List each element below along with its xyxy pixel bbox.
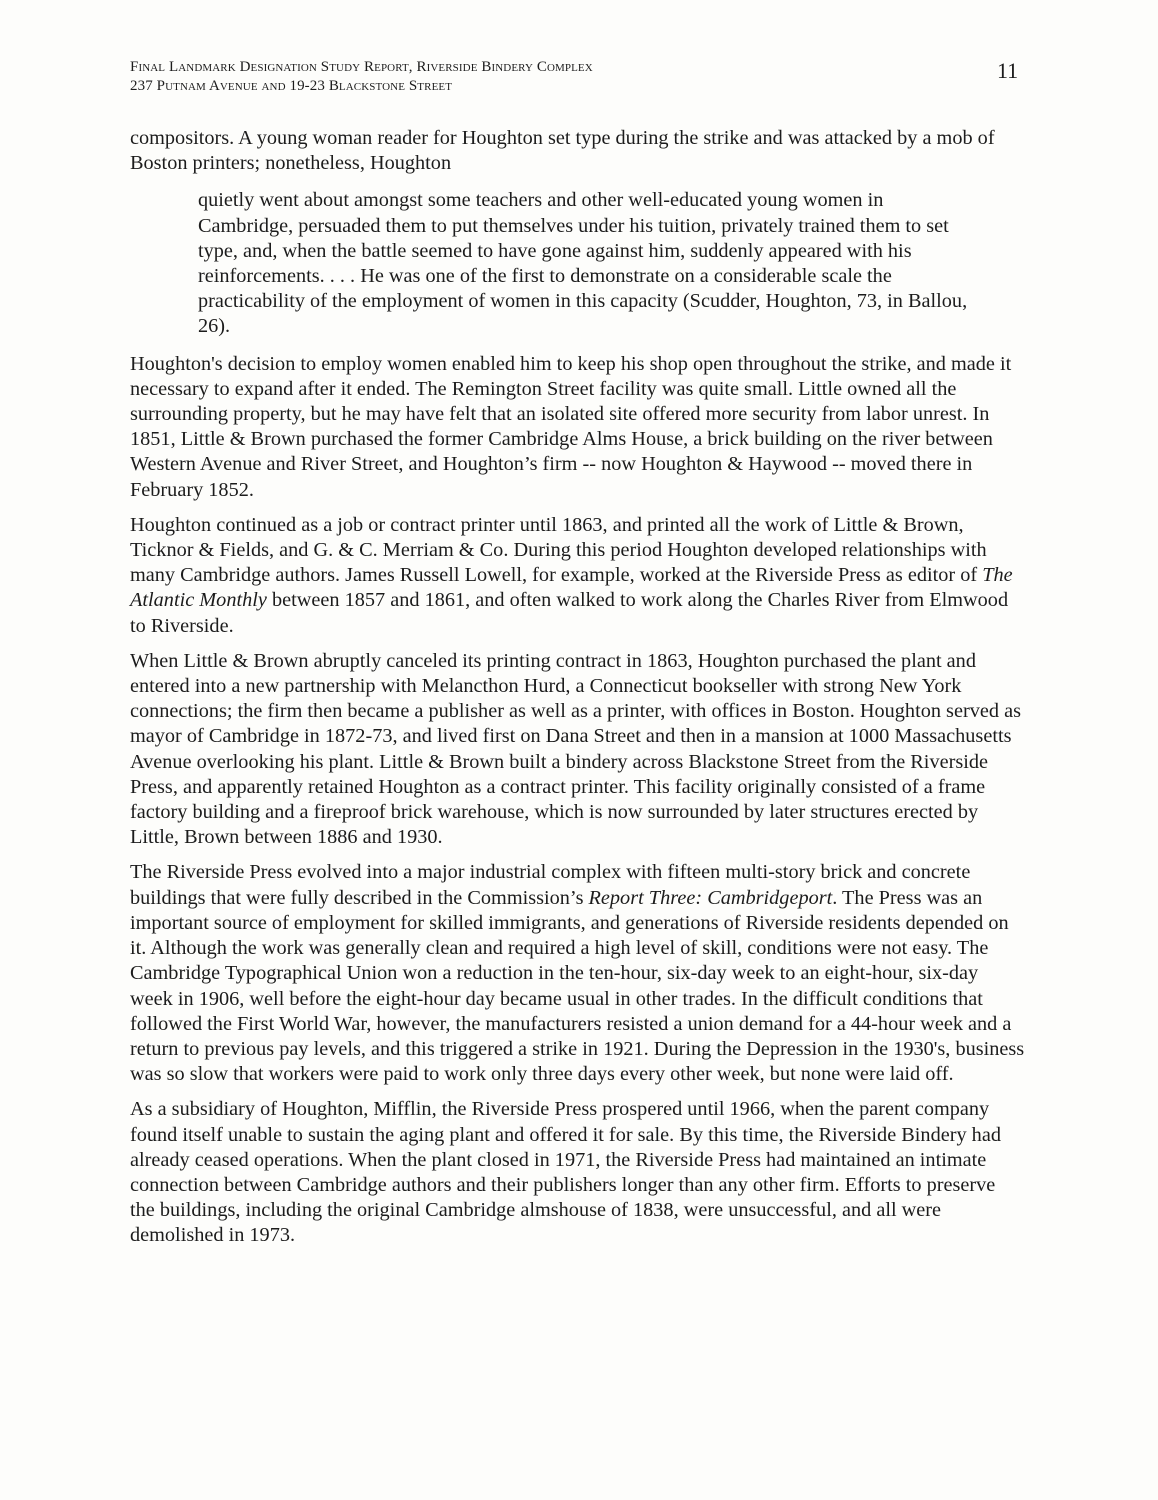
block-quote: quietly went about amongst some teachers and other well-educated young women in Cambridge, persuaded them to put themselves under his tuition, privately trained them to set type, and, when the battle seemed to have gone against him, suddenly appeared with his reinforcements. . . . He was one of the first to demonstrate on a considerable scale the practicability of the employment of women in this capacity (Scudder, Houghton, 73, in Ballou, 26). xyxy=(198,189,968,338)
running-header xyxy=(130,58,990,96)
paragraph-industrial-complex-text-2: . The Press was an important source of employment for skilled immigrants, and generations of Riverside residents depended on it. Although the work was generally clean and required a high level of skill, conditions were not easy. The Cambridge Typographical Union won a reduction in the ten-hour, six-day week to an eight-hour, six-day week in 1906, well before the eight-hour day became usual in other trades. In the difficult conditions that followed the First World War, however, the manufacturers resisted a union demand for a 44-hour week and a return to previous pay levels, and this triggered a strike in 1921. During the Depression in the 1930's, business was so slow that workers were paid to work only three days every other week, but none were laid off. xyxy=(130,886,1025,1086)
paragraph-contract-printer xyxy=(130,513,1025,639)
paragraph-industrial-complex-text-1: The Riverside Press evolved into a major industrial complex with fifteen multi-story brick and concrete buildings that were fully described in the Commission’s xyxy=(130,861,971,909)
body-text xyxy=(130,126,1025,1259)
paragraph-industrial-complex xyxy=(130,860,1025,1087)
header-address: 237 Putnam Avenue and 19-23 Blackstone Street xyxy=(130,78,453,94)
paragraph-contract-printer-text-1: Houghton continued as a job or contract printer until 1863, and printed all the work of Little & Brown, Ticknor & Fields, and G. & C. Merriam & Co. During this period Houghton developed relationships with many Cambridge authors. James Russell Lowell, for example, worked at the Riverside Press as editor of xyxy=(130,513,987,587)
report-three-title: Report Three: Cambridgeport xyxy=(588,886,833,909)
header-title: Final Landmark Designation Study Report, Riverside Bindery Complex xyxy=(130,59,593,75)
paragraph-compositors: compositors. A young woman reader for Houghton set type during the strike and was attacked by a mob of Boston printers; nonetheless, Houghton xyxy=(130,127,995,175)
atlantic-monthly-title: The Atlantic Monthly xyxy=(130,564,1013,612)
paragraph-contract-printer-text-2: between 1857 and 1861, and often walked to work along the Charles River from Elmwood to Riverside. xyxy=(130,589,1009,637)
paragraph-decision: Houghton's decision to employ women enabled him to keep his shop open throughout the strike, and made it necessary to expand after it ended. The Remington Street facility was quite small. Little owned all the surrounding property, but he may have felt that an isolated site offered more security from labor unrest. In 1851, Little & Brown purchased the former Cambridge Alms House, a brick building on the river between Western Avenue and River Street, and Houghton’s firm -- now Houghton & Haywood -- moved there in February 1852. xyxy=(130,352,1012,501)
paragraph-subsidiary: As a subsidiary of Houghton, Mifflin, the Riverside Press prospered until 1966, when the parent company found itself unable to sustain the aging plant and offered it for sale. By this time, the Riverside Bindery had already ceased operations. When the plant closed in 1971, the Riverside Press had maintained an intimate connection between Cambridge authors and their publishers longer than any other firm. Efforts to preserve the buildings, including the original Cambridge almshouse of 1838, were unsuccessful, and all were demolished in 1973. xyxy=(130,1098,1001,1247)
page-number: 11 xyxy=(997,58,1019,83)
paragraph-partnership: When Little & Brown abruptly canceled its printing contract in 1863, Houghton purchased the plant and entered into a new partnership with Melancthon Hurd, a Connecticut bookseller with strong New York connections; the firm then became a publisher as well as a printer, with offices in Boston. Houghton served as mayor of Cambridge in 1872-73, and lived first on Dana Street and then in a mansion at 1000 Massachusetts Avenue overlooking his plant. Little & Brown built a bindery across Blackstone Street from the Riverside Press, and apparently retained Houghton as a contract printer. This facility originally consisted of a frame factory building and a fireproof brick warehouse, which is now surrounded by later structures erected by Little, Brown between 1886 and 1930. xyxy=(130,649,1021,849)
